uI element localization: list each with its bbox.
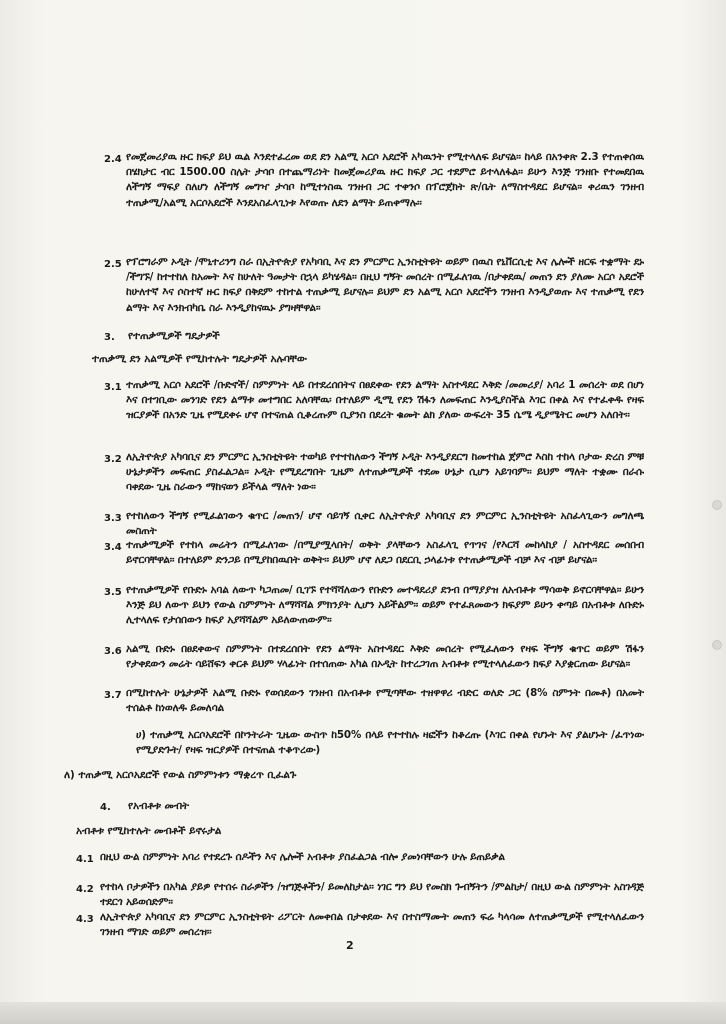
clause-3-4-text: ተጠቃሚዎች የተከላ መሬትን በሚፈለገው /በሚያሟላበት/ ወቅት ያላቸውን አስፈላጊ የጥገና /የእርሻ መከላከያ / አስተዳደር መሰበብ ይኖርባቸዋል፡፡ በተለይም ድንጋይ በሚያከበዉበት ወቅት፡፡ ይህም ሆኖ ለደጋ በደርቢ ኃላፊነቱ የተጠቃሚዎች ብቻ እና ብቻ ይሆናል፡፡	[126, 539, 644, 567]
clause-number: 3.3	[104, 513, 122, 524]
clause-number: 4.3	[76, 914, 94, 925]
section-3-intro: ተጠቃሚ ደን አልሚዎች የሚከተሉት ግዴታዎች አሉባቸው	[92, 353, 307, 365]
clause-4-3-text: ለኢትዮጵያ አካባቢና ደን ምርምር ኢንስቲትዩት ሪፖርት ለመቀበል በታቀደው እና በተስማሙት መጠን ፍሬ ካላሳመ ለተጠቃሚዎች የሚተላለፈውን ገንዘብ ማገድ ወይም መሰረዝ፡፡	[100, 911, 644, 939]
clause-4-1-text: በዚህ ውል ስምምነት አባሪ የተደረጉ ሰዶችን እና ሌሎች አብቶቱ ያስፈልጋል ብሎ ያመነባቸውን ሁሉ ይጠይቃል	[100, 851, 505, 863]
clause-number: 4.2	[76, 884, 94, 895]
clause-3-7-text: በሚከተሉት ሁኔታዎች አልሚ ቡድኑ የወሰደውን ገንዘብ በአብቶቱ የሚጣቸው ተዘዋዋሪ ብድር ወለድ ጋር (8% ስምንት በመቶ) በአመት ተሰልቶ ከነወለዱ ይመለሳል	[126, 687, 644, 715]
clause-3-6-text: አልሚ ቡድኑ በፀደቀውና ስምምነት በተደረሰበት የደን ልማት አስተዳደር እቅድ መሰረት የሚፈለውን የዛፍ ችግኝ ቁጥር ወይም ሽፋን የታቀደውን መሬት ሳይሸፍን ቀርቶ ይህም ሃላፊነት በተሰጠው አካል በኦዲት ከተረጋገጠ አብቶቱ የሚተላለፈውን ክፍያ እያቋርጠው ይሆናል፡፡	[126, 643, 644, 671]
clause-number: 3.5	[104, 587, 122, 598]
section-4-title: የአብቶቱ መብት	[128, 800, 189, 812]
clause-3-2-text: ለኢትዮጵያ አካባቢና ደን ምርምር ኢንስቲትዩት ተወካይ የተተከለውን ችግኝ ኦዲት እንዲያደርግ ከመተከል ጀምሮ እስከ ተከላ ቦታው ድረስ ምቹ ሁኔታዎችን መፍጠር ያስፈልጋል፡፡ ኦዲት የሚደረግበት ጊዜም ለተጠቃሚዎች ተደመ ሁኔታ ሲሆን አይገባም፡፡ ይህም ማለት ተቋሙ በራሱ ባቀደው ጊዜ ስራውን ማከናወን ይችላል ማለት ነው፡፡	[126, 451, 644, 494]
clause-3-5-text: የተጠቃሚዎች የቡድኑ አባል ለውጥ ካጋጠመ/ ቢገኙ የተሻሻለውን የቡድን መተዳደሪያ ደንብ በማያያዝ ለአብቶቱ ማሳወቅ ይኖርባቸዋል፡፡ ይሁን እንጅ ይህ ለውጥ ይህን የውል ስምምነት ለማሻሻል ምክንያት ሊሆን አይችልም፡፡ ወይም የተፈጸመውን ክፍያም ይሁን ቀጣይ በአብቶቱ ለቡድኑ ሊተላለፍ የታሰበውን ክፍያ አያሻሻልም አይለውጠውም፡፡	[126, 584, 644, 627]
clause-2-5-text: የፕሮግራም ኦዲት /ሞኒተሪንግ ስራ በኢትዮጵያ የአካባቢ እና ደን ምርምር ኢንስቲትዩት ወይም በዉስ የኒቨርሲቲ እና ሌሎች ዘርፍ ተቋማት ደኑ /ችግኙ/ ከተተከለ ከአመት እና ከሁለት ዓመታት በኋላ ይካሄዳል፡፡ በዚህ ግኝት መሰረት በሚፈለገዉ /በታቀደዉ/ መጠን ደን ያለሙ አርሶ አደሮች ከሁለተኛ እና ሶስተኛ ዙር ክፍያ በቅደም ተከተል ተጠቃሚ ይሆናሉ፡፡ ይህም ደን አልሚ አርሶ አደሮችን ገንዘብ እንዲያወጡ እና ተጠቃሚ የደን ልማት እና እንክብካቤ ስራ እንዲያከናዉኑ ያግዛቸዋል፡፡	[126, 256, 644, 314]
section-3-title: የተጠቃሚዎች ግዴታዎች	[128, 330, 220, 342]
clause-2-4-text: የመጀመሪያዉ ዙር ክፍያ ይህ ዉል እንደተፈረመ ወደ ደን አልሚ አርሶ አደሮች አካዉንት የሚተላለፍ ይሆናል፡፡ ከላይ በአንቀጽ 2.3 የተጠቀሰዉ በሄክታር ብር 1500.00 ስሌት ታሳቦ በተጨማሪነት ከመጀመሪያዉ ዙር ክፍያ ጋር ተደምሮ ይተላለፋል፡፡ ይሁን እንጅ ገንዘቡ የተመደበዉ ለችግኝ ማፍያ ስለሆነ ለችግኝ መግዣ ታሳቦ ከሚተነስዉ ገንዘብ ጋር ተቀንሶ በፕሮጀክት ጽ/ቤት ለማስተዳደር ይሆናል፡፡ ቀሪዉን ገንዘብ ተጠቃሚ/አልሚ አርሶአደሮች እንደአስፈላጊነቱ እየወጡ ለደን ልማት ይጠቀማሉ፡፡	[126, 151, 644, 209]
clause-3-3-text: የተከለውን ችግኝ የሚፈልገውን ቁጥር /መጠን/ ሆኖ ሳይገኝ ሲቀር ለኢትዮጵያ አካባቢና ደን ምርምር ኢንስቲትዩት አስፈላጊውን መግለጫ መስጠት	[126, 510, 644, 538]
clause-number: 3.1	[104, 382, 122, 393]
clause-4-2-text: የተከላ ቦታዎችን በአካል ያይዎ የተሰሩ ስራዎችን /ዝግጅቶችን/ ይመለከታል፡፡ ነገር ግን ይህ የመስክ ጉብኝትን /ምልከታ/ በዚህ ውል ስምምነት አስገዳጅ ተደርጎ አይወሰድም፡፡	[100, 881, 644, 909]
clause-number: 2.5	[104, 259, 122, 270]
clause-number: 3.4	[104, 542, 122, 553]
section-4-intro: አብቶቱ የሚከተሉት መብቶች ይኖሩታል	[76, 825, 222, 837]
clause-3-7-sub-a: ሀ) ተጠቃሚ አርሶአደሮች በኮንትራት ጊዜው ውስጥ ከ50% በላይ የተተከሉ ዛፎችን ከቆረጡ (እገር በቀል የሆኑት እና ያልሆኑት /ፈጥነው የሚያድጉት/ የዛፍ ዝርያዎች በተናጠል ተቆጥረው)	[136, 729, 644, 757]
section-number: 4.	[100, 802, 111, 813]
clause-b: ለ) ተጠቃሚ አርሶአደሮች የውል ስምምነቱን ማቋረጥ ቢፈልጉ	[64, 769, 297, 781]
clause-number: 3.7	[104, 690, 122, 701]
clause-number: 2.4	[104, 154, 122, 165]
clause-number: 3.6	[104, 646, 122, 657]
section-number: 3.	[104, 332, 115, 343]
clause-3-1-text: ተጠቃሚ አርሶ አደሮች /ቡድኖች/ ስምምነት ላይ በተደረሰበትና በፀደቀው የደን ልማት አስተዳደር እቅድ /መመሪያ/ አባሪ 1 መሰረት ወደ በሆነ እና በተገቢው መንገድ የደን ልማቱ መተግበር አለባቸዉ፡ በተለይም ዲሚ የደን ሽፋን ለመፍጠር እንዲያስችል እገር በቀል እና የተፈቀዱ የዛፍ ዝርያዎች በአንድ ጊዜ የሚደቀሩ ሆኖ በተናጠል ሲቆረጡም ቢያንስ በደረት ቁመት ልክ ያለው ውፍረት 35 ሴሜ ዲያሜትር መሆን አለበት፡፡	[126, 379, 644, 422]
clause-number: 4.1	[76, 854, 94, 865]
clause-number: 3.2	[104, 454, 122, 465]
page-number: 2	[346, 939, 354, 952]
